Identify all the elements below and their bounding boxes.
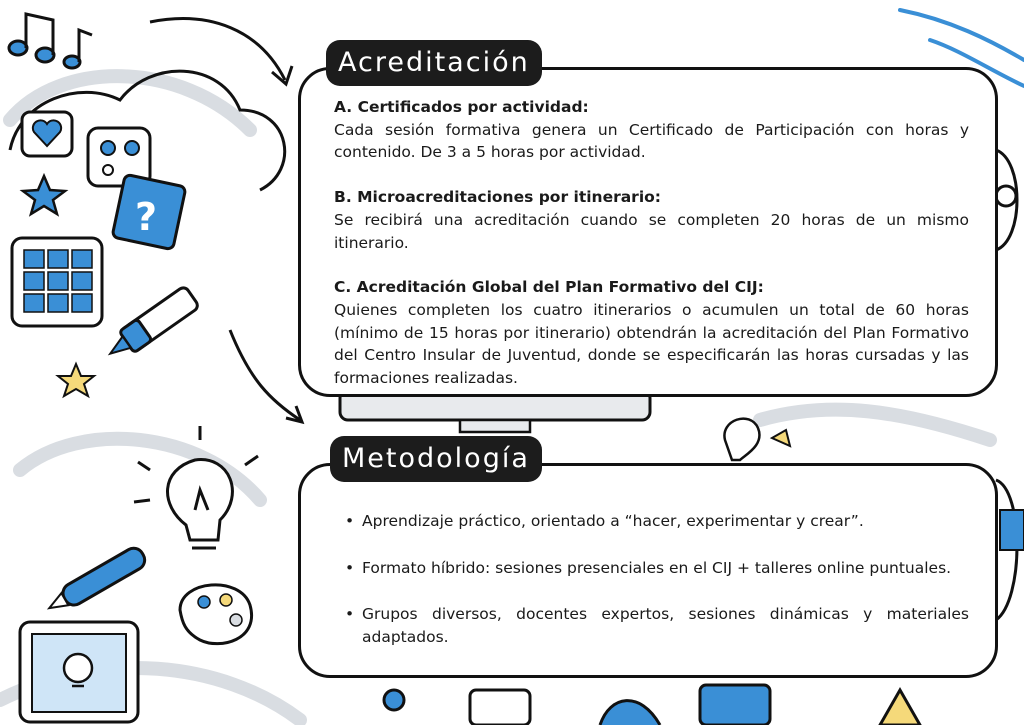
acreditacion-section-a: [334, 96, 969, 164]
acreditacion-title: Acreditación: [326, 40, 542, 86]
list-item-text: Aprendizaje práctico, orientado a “hacer, experimentar y crear”.: [362, 512, 864, 530]
metodologia-list: [345, 510, 969, 649]
list-item: [345, 603, 969, 648]
small-star-icon: [58, 364, 94, 396]
palette-icon: [180, 585, 252, 644]
bullet-icon: •: [345, 605, 355, 624]
heart-card-icon: [22, 112, 72, 156]
list-item-text: Formato híbrido: sesiones presenciales en el CIJ + talleres online puntuales.: [362, 558, 952, 577]
marker-icon: [103, 286, 200, 365]
acreditacion-section-c: [334, 276, 969, 390]
section-body: Se recibirá una acreditación cuando se completen 20 horas de un mismo itinerario.: [334, 210, 969, 252]
question-mark-text: ?: [135, 195, 158, 239]
acreditacion-section-b: [334, 186, 969, 254]
list-item: [345, 557, 969, 580]
section-body: Cada sesión formativa genera un Certificado de Participación con horas y contenido. De 3 a 5 horas por actividad.: [334, 120, 969, 162]
star-icon: [23, 176, 65, 214]
section-body: Quienes completen los cuatro itinerarios o acumulen un total de 60 horas (mínimo de 15 horas por itinerario) obtendrán la acreditación del Plan Formativo del Centro Insular de Juventud, donde se especificarán las horas cursadas y las formaciones realizadas.: [334, 300, 969, 388]
list-item: [345, 510, 969, 533]
small-bulb-icon: [724, 419, 790, 460]
bullet-icon: •: [345, 558, 355, 577]
section-heading: B. Microacreditaciones por itinerario:: [334, 188, 661, 207]
section-heading: A. Certificados por actividad:: [334, 98, 589, 116]
metodologia-title: Metodología: [330, 436, 542, 482]
tablet-bulb-icon: [20, 622, 138, 722]
tablet-grid-icon: [12, 238, 102, 326]
list-item-text: Grupos diversos, docentes expertos, sesiones dinámicas y materiales adaptados.: [362, 605, 969, 647]
music-notes-icon: [9, 14, 92, 68]
bullet-icon: •: [345, 512, 355, 530]
question-book-icon: [112, 174, 186, 249]
section-heading: C. Acreditación Global del Plan Formativo del CIJ:: [334, 278, 764, 297]
metodologia-panel: [298, 463, 998, 678]
pen-icon: [44, 545, 149, 618]
acreditacion-panel: [298, 67, 998, 397]
